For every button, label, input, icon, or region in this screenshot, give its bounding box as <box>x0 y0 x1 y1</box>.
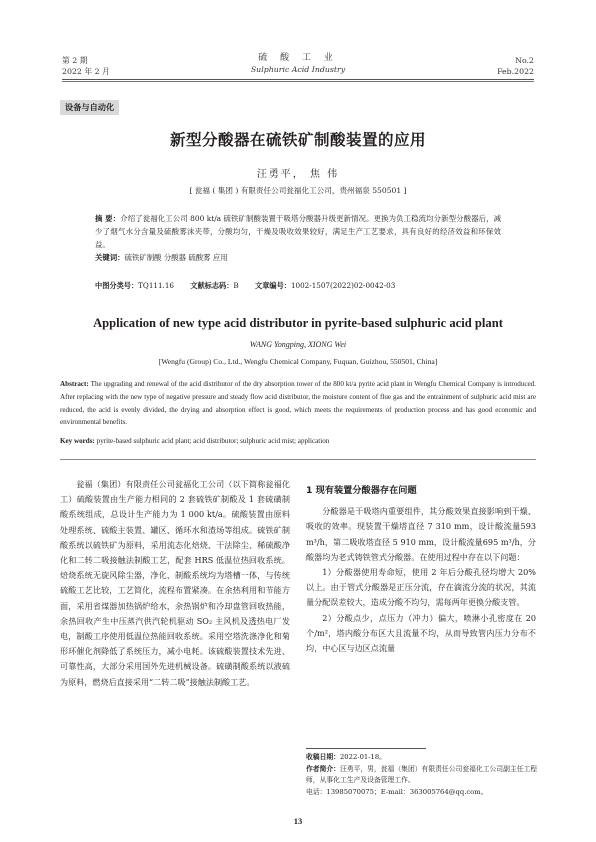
abstract-cn <box>95 212 501 264</box>
authors-en: WANG Yongping, XIONG Wei <box>249 340 347 349</box>
body-paragraph: 2）分酸点少，点压力（冲力）偏大，喷淋小孔密度在 20 个/m²，塔内酸分布区大且流量不均，从而导致管内压力分布不均，中心区与边区点流量 <box>306 612 536 654</box>
author-bio <box>306 764 538 787</box>
affiliation-en: [Wengfu (Group) Co., Ltd., Wengfu Chemical Company, Fuquan, Guizhou, 550501, China] <box>158 357 438 366</box>
issue-cn: 第 2 期 <box>62 56 88 65</box>
journal-name-cn: 硫 酸 工 业 <box>258 53 338 63</box>
body-column-right <box>306 477 536 656</box>
header-rule <box>62 79 534 80</box>
article-title-en: Application of new type acid distributor in pyrite-based sulphuric acid plant <box>93 316 503 330</box>
body-column-left <box>60 477 290 690</box>
keywords-cn-label: 关键词： <box>95 253 125 262</box>
article-no-value: 1002-1507(2022)02-0042-03 <box>290 281 396 290</box>
section-heading: 1 现有装置分酸器存在问题 <box>306 485 417 496</box>
doc-code-entry <box>190 281 238 290</box>
date-cn: 2022 年 2 月 <box>62 67 110 76</box>
abstract-en-text: The upgrading and renewal of the acid distributor of the dry absorption tower of the 800 kt/a pyrite acid plant in Wengfu Chemical Company is introduced. After replacing with the new type of negative pressure and steady flow acid distributor, the moisture content of flue gas and the entrainment of sulphuric acid mist are reduced, the acid is evenly divided, the drying and absorption effect is good, which meets the requirements of production process and has good economic and environmental benefits. <box>60 380 536 427</box>
abstract-divider <box>60 459 536 460</box>
article-no-entry <box>255 281 395 290</box>
classification-meta <box>95 280 409 292</box>
doc-code-label: 文献标志码： <box>190 281 234 290</box>
clc-value: TQ111.16 <box>138 281 174 290</box>
section-tag: 设备与自动化 <box>60 100 119 115</box>
footnote-rule <box>306 748 426 749</box>
keywords-cn-text: 硫铁矿制酸 分酸器 硫酸雾 应用 <box>124 253 228 262</box>
article-no-label: 文章编号： <box>255 281 291 290</box>
bio-text: 汪勇平，男，瓮福（集团）有限责任公司瓮福化工公司副主任工程师，从事化工生产及设备管理工作。 <box>306 764 538 784</box>
abstract-en-label: Abstract: <box>60 380 89 388</box>
abstract-cn-text: 介绍了瓮福化工公司 800 kt/a 硫铁矿制酸装置干吸塔分酸器升级更新情况。更换为负工稳流均分新型分酸器后，减少了烟气水分含量及硫酸雾沫夹带，分酸均匀，干燥及吸收效果较好，满足生产工艺要求，具有良好的经济效益和环保效益。 <box>95 214 501 249</box>
keywords-en <box>60 437 536 445</box>
abstract-cn-label: 摘 要： <box>95 214 121 223</box>
contact-info: 电话：13985070075；E-mail：363005764@qq.com。 <box>306 787 488 796</box>
body-paragraph: 1）分酸器使用寿命短，使用 2 年后分酸孔径均增大 20% 以上。由于管式分酸器是正压分流，存在滴流分流的状况，其流量分配误差较大，造成分酸不均匀，需每两年更换分酸支管。 <box>306 567 536 608</box>
keywords-cn <box>95 251 501 264</box>
body-paragraph: 瓮福（集团）有限责任公司瓮福化工公司（以下简称瓮福化工）硫酸装置由生产能力相同的 2 套硫铁矿制酸及 1 套硫磺制酸系统组成，总设计生产能力为 1 000 kt/a。硫酸装置由原料处理系统、硫酸主装置、罐区、循环水和渣场等组成。硫铁矿制酸系统以硫铁矿为原料，采用流态化焙烧、干法除尘、稀硫酸净化和二转二吸接触法制酸工艺，配套 HRS 低温位热回收系统。焙烧系统无旋风除尘器，净化、制酸系统均为塔槽一体，与传统硫酸工艺比较，工艺简化，流程布置紧凑。在余热利用和节能方面，采用省煤器加热锅炉给水，余热锅炉和冷却盘管回收热能，余热回收产生中压蒸汽供汽轮机驱动 SO₂ 主风机及透热电厂发电，制酸工序使用低温位热能回收系统。采用空塔洗涤净化和菊形环催化剂降低了系统压力，减小电耗。该硫酸装置技术先进、可靠性高，大部分采用国外先进机械设备。硫磺制酸系统以液硫为原料，燃烧后直接采用“二转二吸”接触法制酸工艺。 <box>60 479 290 687</box>
received-label: 收稿日期： <box>306 753 340 761</box>
article-title-cn: 新型分酸器在硫铁矿制酸装置的应用 <box>169 131 426 149</box>
doc-code-value: B <box>233 281 239 290</box>
received-value: 2022-01-18。 <box>339 753 386 761</box>
clc-entry <box>95 281 174 290</box>
issue-en: No.2 <box>515 56 534 65</box>
date-en: Feb.2022 <box>497 67 534 76</box>
page-number: 13 <box>293 816 303 826</box>
affiliation-cn: [ 瓮福 ( 集团 ) 有限责任公司瓮福化工公司，贵州福泉 550501 ] <box>189 186 407 195</box>
keywords-en-label: Key words: <box>60 437 95 445</box>
keywords-en-text: pyrite-based sulphuric acid plant; acid distributor; sulphuric acid mist; application <box>96 437 330 445</box>
journal-name-en: Sulphuric Acid Industry <box>250 65 346 74</box>
bio-label: 作者简介： <box>306 764 340 773</box>
header-rule-thin <box>62 81 534 82</box>
body-paragraph: 分酸器是干吸塔内重要组件，其分酸效果直接影响到干燥、吸收的效率。现装置干燥塔直径 7 310 mm，设计酸流量593 m³/h，第二吸收塔直径 5 910 mm，设计酸流量695 m³/h，分酸器均为老式铸铁管式分酸器。在使用过程中存在以下问题： <box>306 506 536 562</box>
received-date <box>306 752 538 764</box>
abstract-en <box>60 378 536 429</box>
abstract-cn-paragraph <box>95 212 501 251</box>
authors-cn: 汪勇平， 焦 伟 <box>256 169 340 180</box>
clc-label: 中图分类号： <box>95 281 139 290</box>
running-header-right <box>497 55 534 77</box>
footnote <box>306 752 538 798</box>
